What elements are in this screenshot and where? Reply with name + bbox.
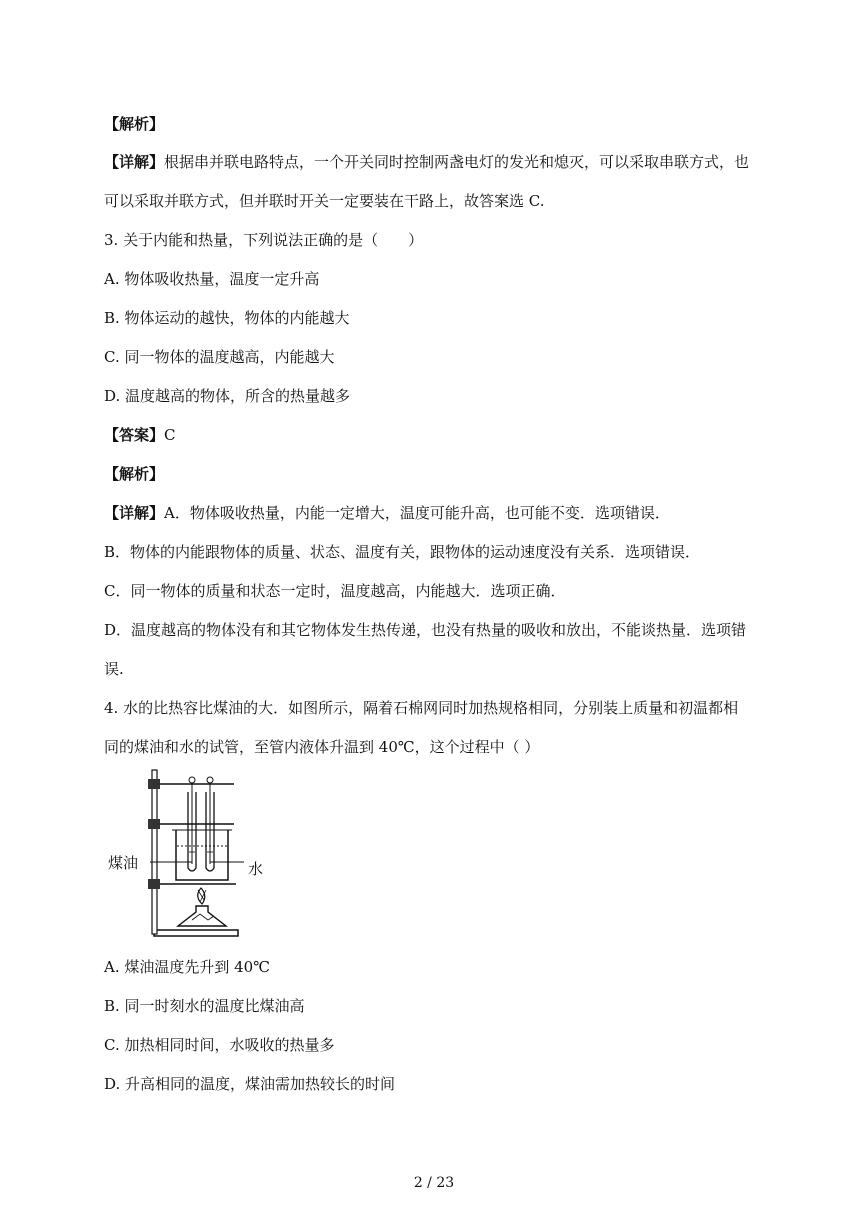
q3-analysis-heading: 【解析】 xyxy=(104,465,165,483)
q3-detail-d-line-2: 误. xyxy=(104,660,124,678)
q4-option-b: B. 同一时刻水的温度比煤油高 xyxy=(104,997,305,1015)
q3-option-c: C. 同一物体的温度越高，内能越大 xyxy=(104,348,335,366)
q3-stem: 3. 关于内能和热量，下列说法正确的是（ ） xyxy=(104,231,424,249)
q4-option-c: C. 加热相同时间，水吸收的热量多 xyxy=(104,1036,335,1054)
q3-detail-b: B．物体的内能跟物体的质量、状态、温度有关，跟物体的运动速度没有关系．选项错误． xyxy=(104,543,701,561)
q2-detail-text-1: 根据串并联电路特点，一个开关同时控制两盏电灯的发光和熄灭，可以采取串联方式，也 xyxy=(164,153,750,171)
q4-option-d: D. 升高相同的温度，煤油需加热较长的时间 xyxy=(104,1075,396,1093)
q3-option-b: B. 物体运动的越快，物体的内能越大 xyxy=(104,309,350,327)
q3-option-a: A. 物体吸收热量，温度一定升高 xyxy=(104,270,320,288)
beaker xyxy=(176,830,228,880)
label-kerosene: 煤油 xyxy=(108,855,139,872)
q3-detail-d-line-1: D．温度越高的物体没有和其它物体发生热传递，也没有热量的吸收和放出，不能谈热量．选项错 xyxy=(104,621,747,639)
thermometer-kerosene-top xyxy=(189,777,195,783)
middle-clamp-knob xyxy=(148,819,160,829)
q3-answer xyxy=(104,425,176,445)
stand-pole xyxy=(152,770,157,934)
q3-answer-label: 【答案】 xyxy=(104,426,165,444)
q3-answer-value: C xyxy=(164,426,176,444)
q3-option-d: D. 温度越高的物体，所含的热量越多 xyxy=(104,387,351,405)
q2-analysis-heading: 【解析】 xyxy=(104,115,165,133)
q4-stem-line-2: 同的煤油和水的试管，至管内液体升温到 40℃，这个过程中（ ） xyxy=(104,738,540,756)
q3-detail-c: C．同一物体的质量和状态一定时，温度越高，内能越大．选项正确． xyxy=(104,582,566,600)
q3-detail-a-text: A．物体吸收热量，内能一定增大，温度可能升高，也可能不变．选项错误． xyxy=(164,504,670,522)
q4-stem-line-1: 4. 水的比热容比煤油的大．如图所示，隔着石棉网同时加热规格相同，分别装上质量和初温都相 xyxy=(104,699,739,717)
top-clamp-knob xyxy=(148,779,160,789)
q2-detail-line-2: 可以采取并联方式，但并联时开关一定要装在干路上，故答案选 C. xyxy=(104,192,545,210)
q2-detail-line-1 xyxy=(104,152,749,172)
thermometer-water-top xyxy=(207,777,213,783)
heating-apparatus-figure xyxy=(108,764,274,944)
q2-detail-label: 【详解】 xyxy=(104,153,165,171)
q3-detail-a xyxy=(104,503,670,523)
q3-detail-label: 【详解】 xyxy=(104,504,165,522)
page-number: 2 / 23 xyxy=(413,1175,455,1191)
q4-option-a: A. 煤油温度先升到 40℃ xyxy=(104,958,271,976)
label-water: 水 xyxy=(248,861,264,878)
stand-base xyxy=(154,930,238,936)
lower-clamp-knob xyxy=(148,879,160,889)
